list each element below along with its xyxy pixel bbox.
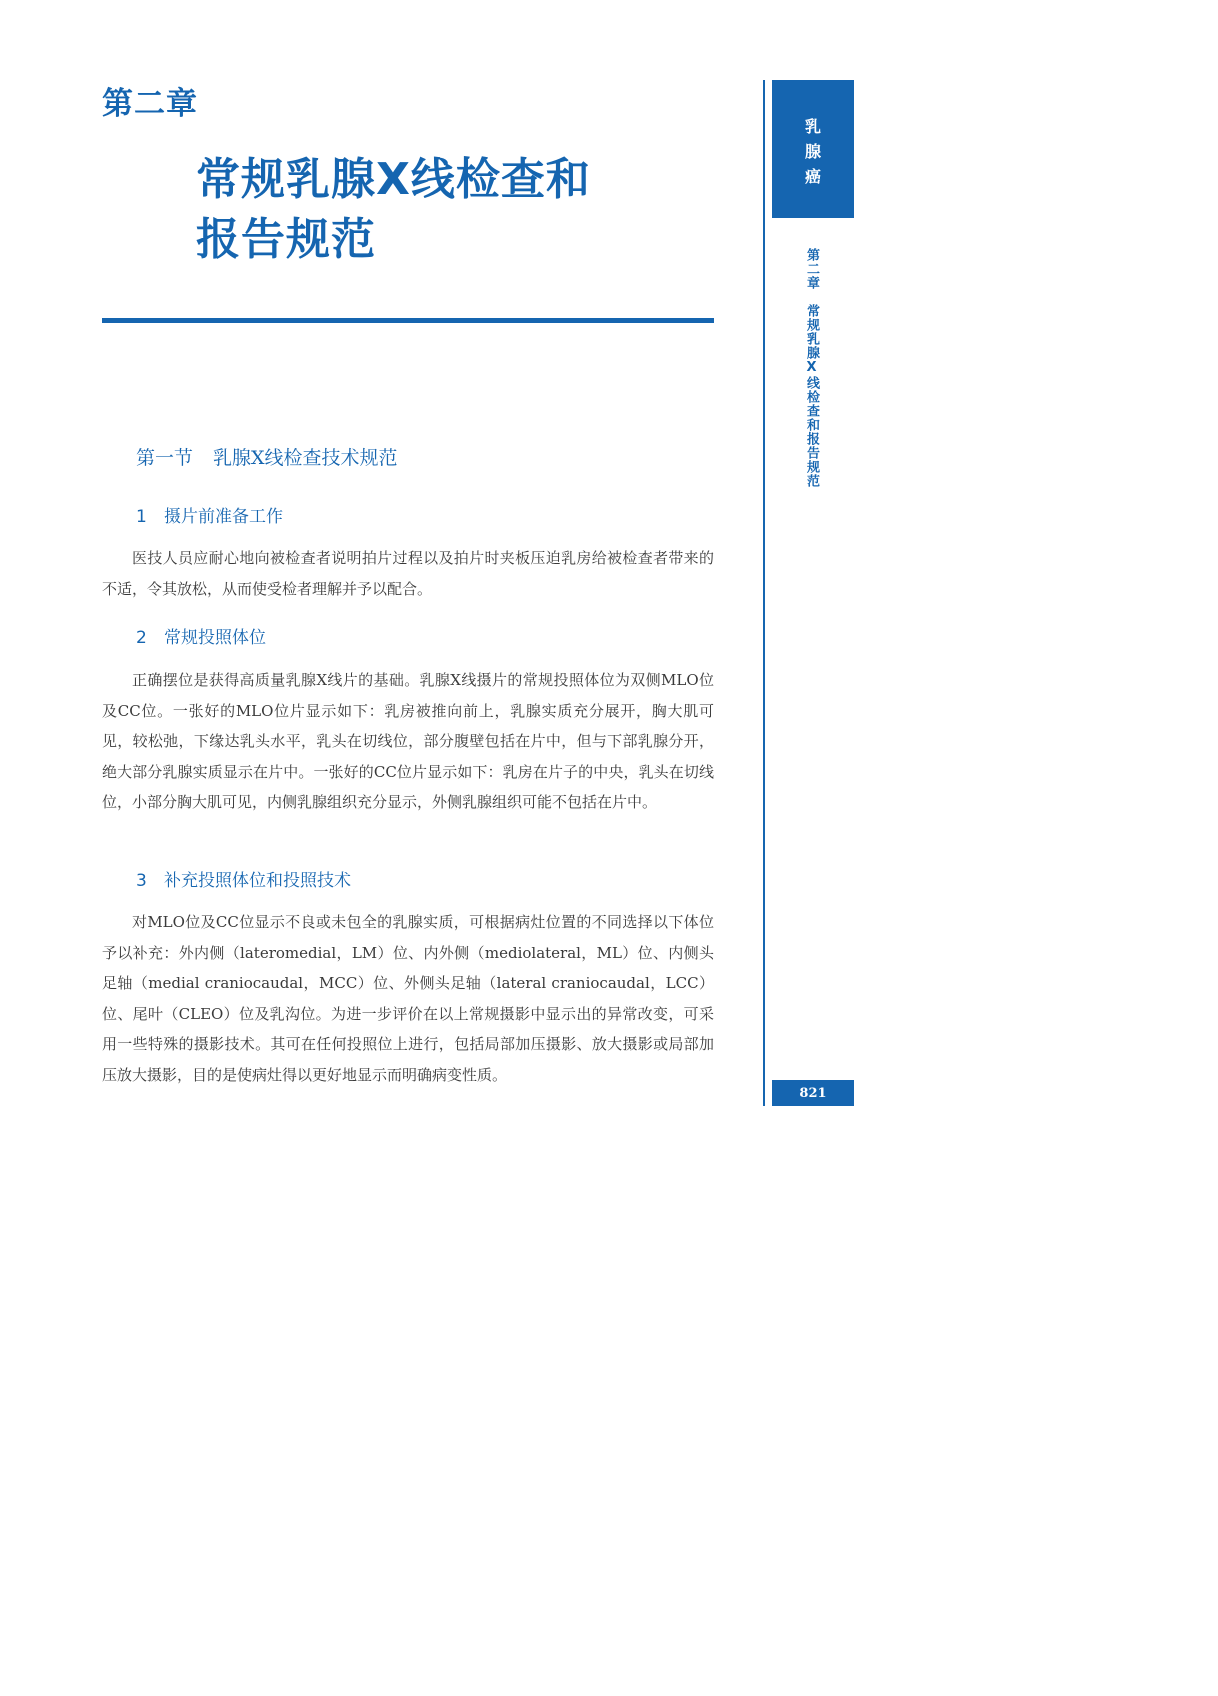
section-heading xyxy=(136,443,398,470)
subsection-number: 2 xyxy=(136,628,147,648)
chapter-title-line-2: 报告规范 xyxy=(196,214,376,265)
section-number: 第一节 xyxy=(136,447,194,469)
paragraph-2: 正确摆位是获得高质量乳腺X线片的基础。乳腺X线摄片的常规投照体位为双侧MLO位及CC位。一张好的MLO位片显示如下：乳房被推向前上，乳腺实质充分展开，胸大肌可见，较松弛，下缘达乳头水平，乳头在切线位，部分腹壁包括在片中，但与下部乳腺分开，绝大部分乳腺实质显示在片中。一张好的CC位片显示如下：乳房在片子的中央，乳头在切线位，小部分胸大肌可见，内侧乳腺组织充分显示，外侧乳腺组织可能不包括在片中。 xyxy=(102,671,714,811)
sidebar-rule xyxy=(763,80,765,1106)
subsection-heading-3 xyxy=(136,866,351,891)
subsection-number: 1 xyxy=(136,507,147,527)
title-divider xyxy=(102,318,714,323)
sidebar-tab-char: 腺 xyxy=(804,142,821,161)
sidebar-chapter: 第二章 xyxy=(804,248,819,290)
sidebar-tab-char: 乳 xyxy=(804,117,821,136)
subsection-heading-1 xyxy=(136,502,283,527)
page-number: 821 xyxy=(772,1080,854,1106)
subsection-title: 常规投照体位 xyxy=(164,628,266,648)
chapter-title-line-1: 常规乳腺X线检查和 xyxy=(196,154,591,205)
subsection-title: 补充投照体位和投照技术 xyxy=(164,871,351,891)
sidebar-tab xyxy=(772,80,854,218)
chapter-title xyxy=(196,150,591,270)
sidebar-running-title xyxy=(797,248,821,488)
subsection-title: 摄片前准备工作 xyxy=(164,507,283,527)
paragraph-3: 对MLO位及CC位显示不良或未包全的乳腺实质，可根据病灶位置的不同选择以下体位予以补充：外内侧（lateromedial，LM）位、内外侧（mediolateral，ML）位、内侧头足轴（medial craniocaudal，MCC）位、外侧头足轴（lateral craniocaudal，LCC）位、尾叶（CLEO）位及乳沟位。为进一步评价在以上常规摄影中显示出的异常改变，可采用一些特殊的摄影技术。其可在任何投照位上进行，包括局部加压摄影、放大摄影或局部加压放大摄影，目的是使病灶得以更好地显示而明确病变性质。 xyxy=(102,913,714,1084)
sidebar-tab-char: 癌 xyxy=(804,167,821,186)
subsection-number: 3 xyxy=(136,871,147,891)
section-title: 乳腺X线检查技术规范 xyxy=(213,447,398,469)
subsection-heading-2 xyxy=(136,623,266,648)
paragraph-1: 医技人员应耐心地向被检查者说明拍片过程以及拍片时夹板压迫乳房给被检查者带来的不适，令其放松，从而使受检者理解并予以配合。 xyxy=(102,549,714,598)
sidebar-title: 常规乳腺X线检查和报告规范 xyxy=(804,304,819,488)
chapter-label: 第二章 xyxy=(102,86,198,122)
